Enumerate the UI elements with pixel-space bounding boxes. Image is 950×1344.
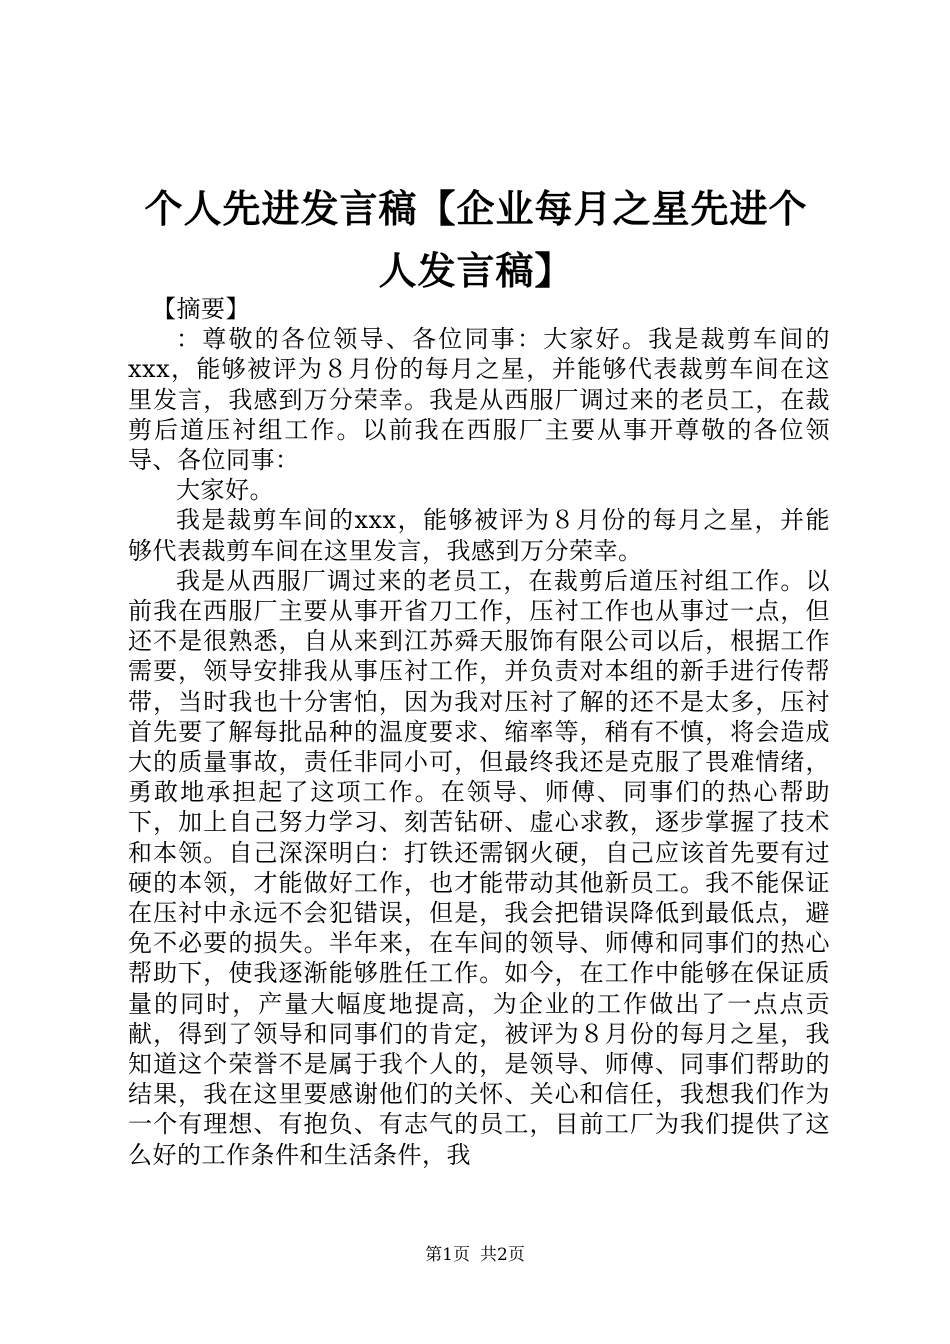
paragraph-introduction: 我是裁剪车间的xxx，能够被评为８月份的每月之星，并能够代表裁剪车间在这里发言，我感到万分荣幸。 [128, 506, 830, 565]
paragraph-experience: 我是从西服厂调过来的老员工，在裁剪后道压衬组工作。以前我在西服厂主要从事开省刀工作，压衬工作也从事过一点，但还不是很熟悉，自从来到江苏舜天服饰有限公司以后，根据工作需要，领导安排我从事压衬工作，并负责对本组的新手进行传帮带，当时我也十分害怕，因为我对压衬了解的还不是太多，压衬首先要了解每批品种的温度要求、缩率等，稍有不慎，将会造成大的质量事故，责任非同小可，但最终我还是克服了畏难情绪，勇敢地承担起了这项工作。在领导、师傅、同事们的热心帮助下，加上自己努力学习、刻苦钻研、虚心求教，逐步掌握了技术和本领。自己深深明白：打铁还需钢火硬，自己应该首先要有过硬的本领，才能做好工作，也才能带动其他新员工。我不能保证在压衬中永远不会犯错误，但是，我会把错误降低到最低点，避免不必要的损失。半年来，在车间的领导、师傅和同事们的热心帮助下，使我逐渐能够胜任工作。如今，在工作中能够在保证质量的同时，产量大幅度地提高，为企业的工作做出了一点点贡献，得到了领导和同事们的肯定，被评为８月份的每月之星，我知道这个荣誉不是属于我个人的，是领导、师傅、同事们帮助的结果，我在这里要感谢他们的关怀、关心和信任，我想我们作为一个有理想、有抱负、有志气的员工，目前工厂为我们提供了这么好的工作条件和生活条件，我 [128, 566, 830, 1169]
summary-label: 【摘要】 [152, 295, 250, 323]
paragraph-summary: ：尊敬的各位领导、各位同事：大家好。我是裁剪车间的xxx，能够被评为８月份的每月之星，并能够代表裁剪车间在这里发言，我感到万分荣幸。我是从西服厂调过来的老员工，在裁剪后道压衬组工作。以前我在西服厂主要从事开尊敬的各位领导、各位同事： [128, 325, 830, 475]
document-body [128, 294, 830, 1170]
document-title: 个人先进发言稿【企业每月之星先进个人发言稿】 [144, 187, 808, 293]
paragraph-greeting: 大家好。 [176, 476, 274, 505]
page-total: 共2页 [480, 1245, 525, 1265]
page-number: 第1页 [425, 1245, 470, 1265]
page-footer [0, 1244, 950, 1266]
